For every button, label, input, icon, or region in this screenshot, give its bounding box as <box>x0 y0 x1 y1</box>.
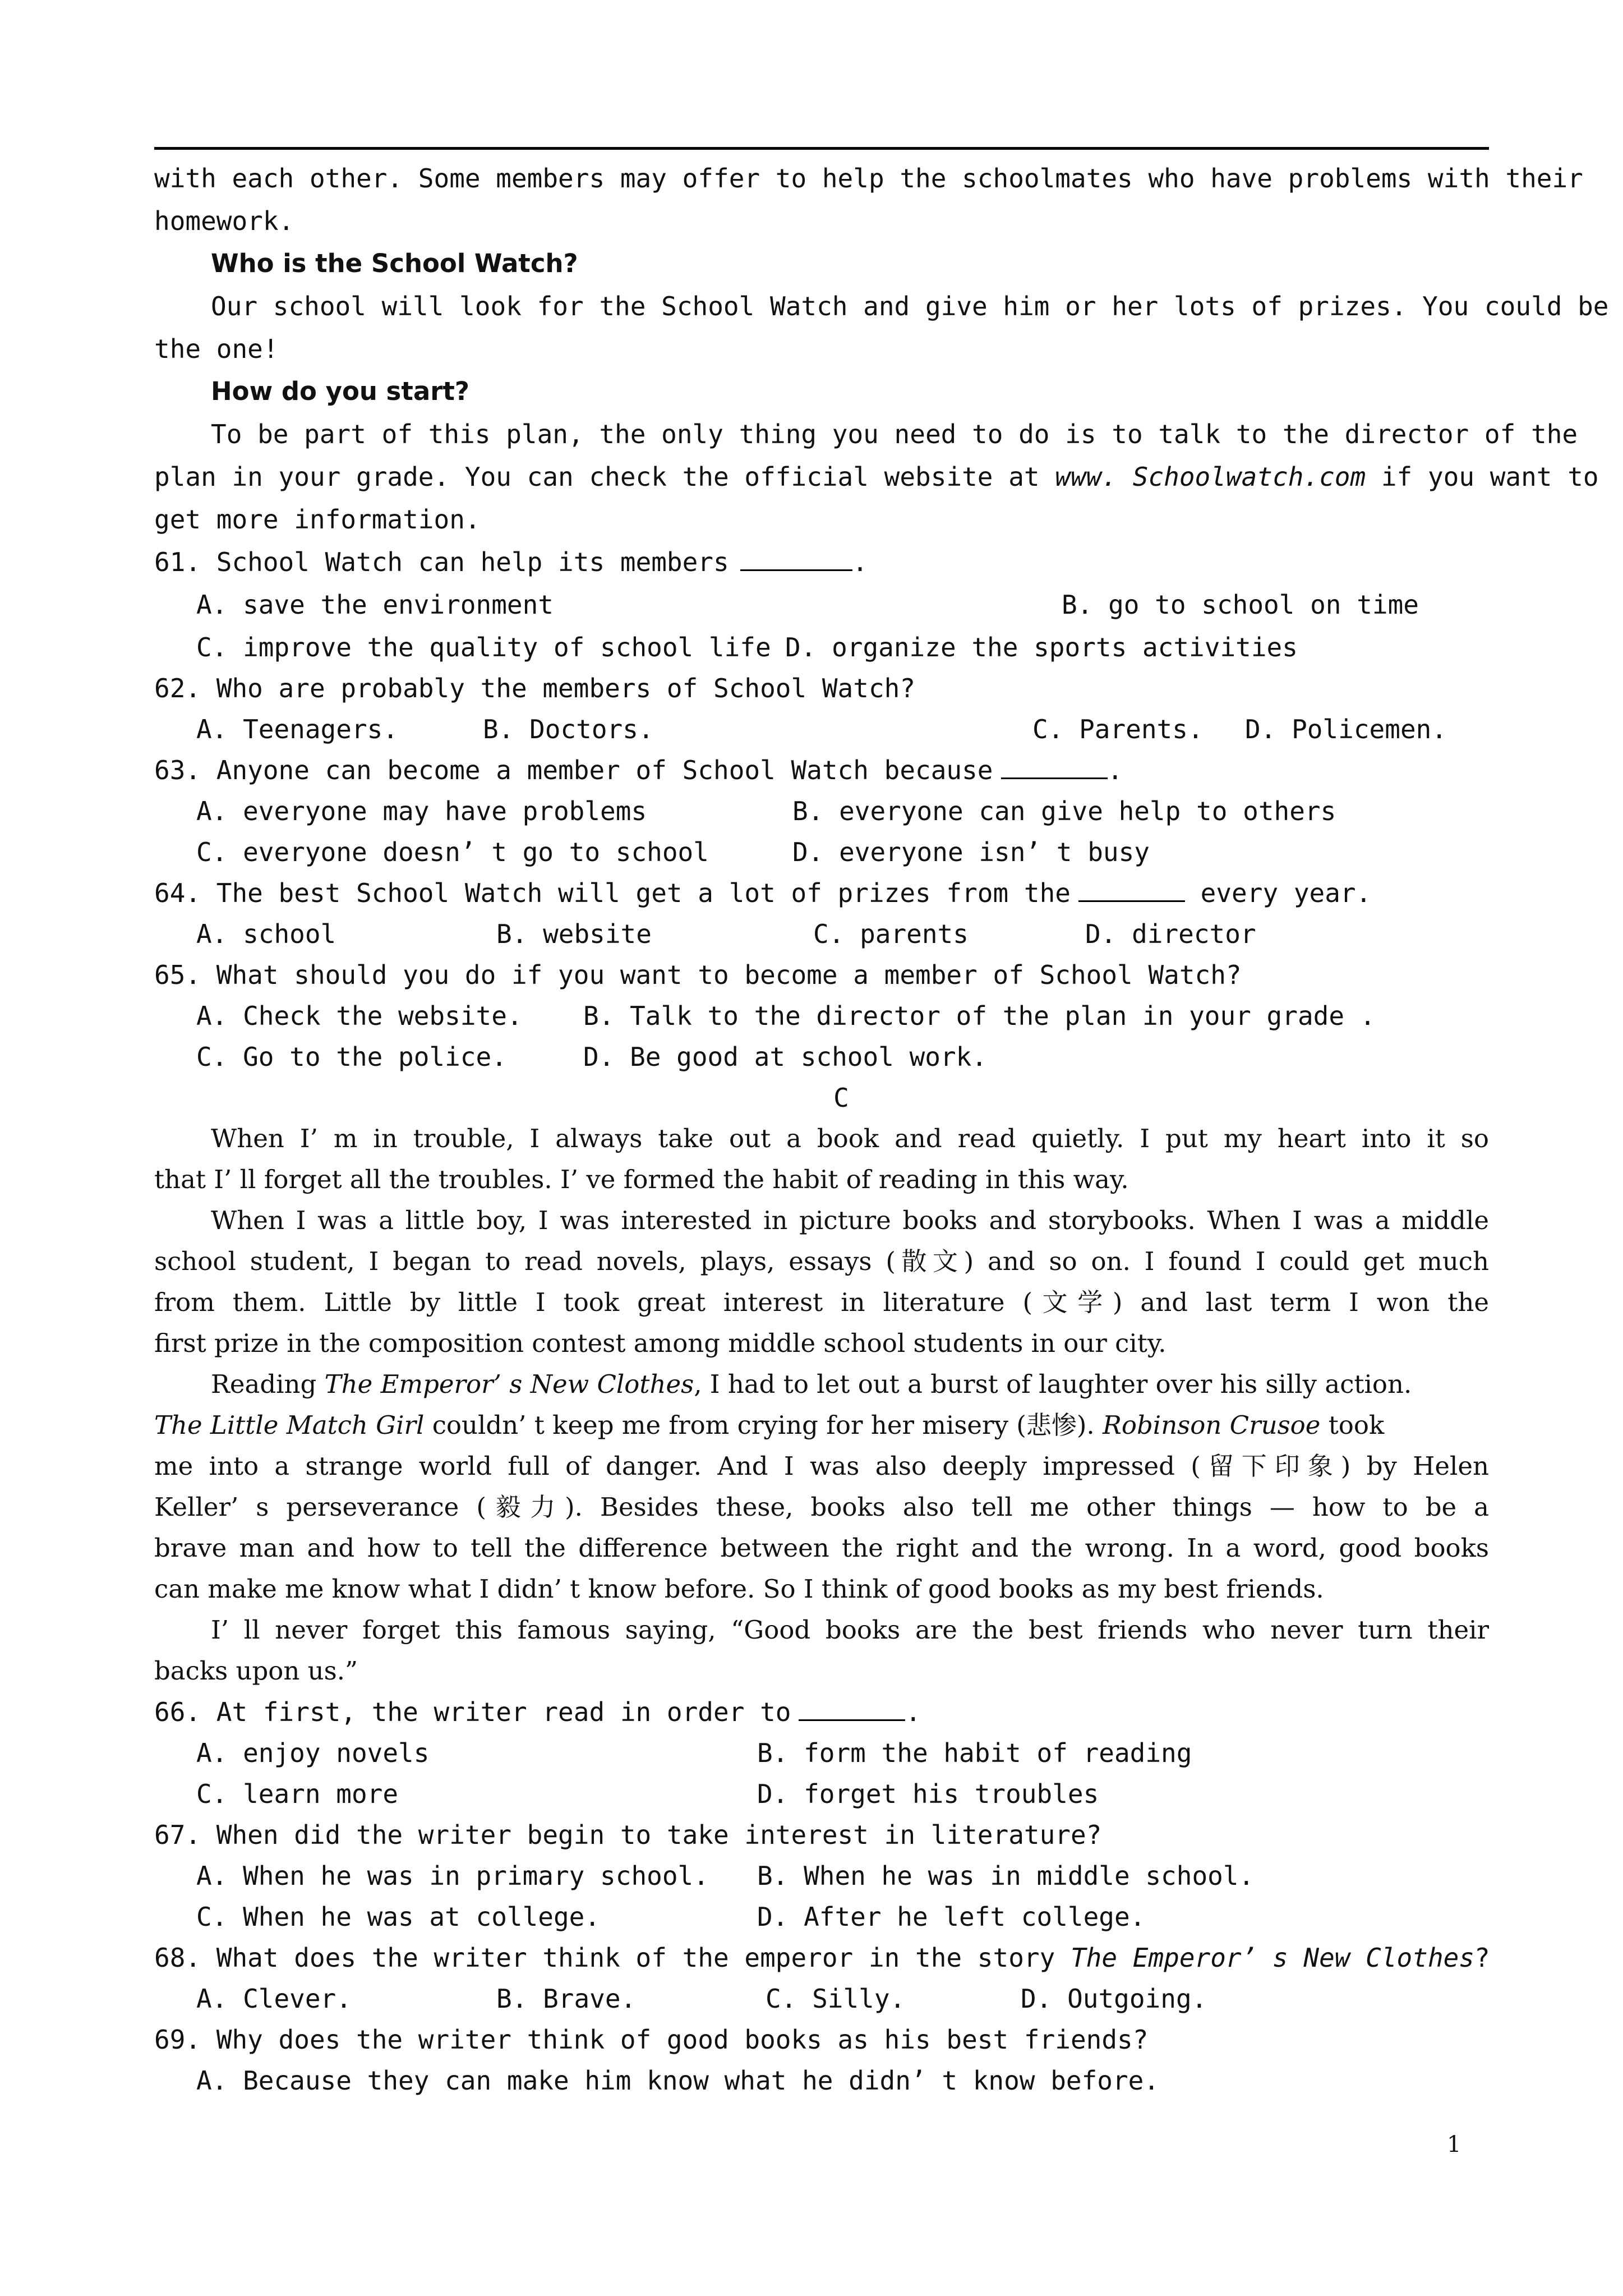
question-text: . <box>905 1697 921 1727</box>
option-d: D. Outgoing. <box>1021 1984 1207 2014</box>
answer-blank <box>1001 755 1108 779</box>
option-a: A. Check the website. <box>196 1001 523 1031</box>
passage-b-line <box>154 460 1599 494</box>
question-text: 66. At first, the writer read in order to <box>154 1697 791 1727</box>
option-d: D. organize the sports activities <box>785 632 1298 662</box>
passage-c-line: backs upon us.” <box>154 1656 358 1686</box>
option-c: C. Parents. <box>1032 714 1204 744</box>
passage-b-line: the one! <box>154 334 279 364</box>
passage-c-line: When I was a little boy, I was interested in picture books and storybooks. When I was a middle <box>211 1205 1489 1235</box>
question-text: . <box>852 547 868 577</box>
option-a: A. school <box>196 919 336 949</box>
passage-c-line: first prize in the composition contest among middle school students in our city. <box>154 1328 1166 1358</box>
book-title: The Little Match Girl <box>154 1410 425 1440</box>
question-stem <box>154 545 868 579</box>
passage-c-line <box>211 1368 1412 1401</box>
question-stem <box>154 1941 1490 1975</box>
passage-b-line: Our school will look for the School Watch and give him or her lots of prizes. You could be <box>211 291 1609 321</box>
question-stem: 67. When did the writer begin to take interest in literature? <box>154 1820 1102 1850</box>
question-stem: 65. What should you do if you want to become a member of School Watch? <box>154 960 1242 990</box>
book-title: The Emperor’ s New Clothes <box>1070 1943 1475 1973</box>
option-a: A. everyone may have problems <box>196 796 647 826</box>
book-title: Robinson Crusoe <box>1103 1410 1321 1440</box>
passage-b-line: To be part of this plan, the only thing you need to do is to talk to the director of the <box>211 419 1578 449</box>
text-span: if you want to <box>1366 462 1599 492</box>
question-text: every year. <box>1184 878 1372 908</box>
option-a: A. When he was in primary school. <box>196 1861 709 1891</box>
option-d: D. Be good at school work. <box>583 1042 988 1072</box>
question-text: 64. The best School Watch will get a lot of prizes from the <box>154 878 1071 908</box>
option-d: D. Policemen. <box>1245 714 1447 744</box>
page-number: 1 <box>1447 2132 1461 2157</box>
option-a: A. Teenagers. <box>196 714 399 744</box>
passage-c-line: school student, I began to read novels, plays, essays (散文) and so on. I found I could get much <box>154 1246 1489 1276</box>
section-heading: Who is the School Watch? <box>211 249 578 278</box>
question-text: 63. Anyone can become a member of School Watch because <box>154 755 993 785</box>
text-span: , I had to let out a burst of laughter over his silly action. <box>694 1369 1412 1399</box>
option-b: B. website <box>496 919 652 949</box>
text-span: took <box>1320 1410 1385 1440</box>
option-c: C. parents <box>813 919 969 949</box>
question-text: . <box>1107 755 1123 785</box>
option-a: A. Because they can make him know what he didn’ t know before. <box>196 2065 1160 2096</box>
option-d: D. After he left college. <box>757 1902 1146 1932</box>
section-label: C <box>833 1083 849 1113</box>
passage-c-line <box>154 1409 1384 1442</box>
passage-c-line: brave man and how to tell the difference between the right and the wrong. In a word, good books <box>154 1533 1489 1563</box>
option-d: D. forget his troubles <box>757 1779 1099 1809</box>
answer-blank <box>799 1697 905 1721</box>
passage-c-line: that I’ ll forget all the troubles. I’ ve formed the habit of reading in this way. <box>154 1165 1129 1194</box>
passage-b-line: with each other. Some members may offer to help the schoolmates who have problems with their <box>154 163 1583 194</box>
option-c: C. improve the quality of school life <box>196 632 771 662</box>
passage-b-line: homework. <box>154 206 294 236</box>
option-c: C. Go to the police. <box>196 1042 507 1072</box>
option-b: B. Brave. <box>496 1984 637 2014</box>
text-span: plan in your grade. You can check the official website at <box>154 462 1055 492</box>
option-b: B. everyone can give help to others <box>792 796 1336 826</box>
question-text: ? <box>1474 1943 1490 1973</box>
question-text: 68. What does the writer think of the emperor in the story <box>154 1943 1071 1973</box>
option-a: A. save the environment <box>196 590 554 620</box>
option-a: A. Clever. <box>196 1984 352 2014</box>
passage-c-line: from them. Little by little I took great interest in literature (文学) and last term I won the <box>154 1287 1489 1317</box>
question-stem: 62. Who are probably the members of School Watch? <box>154 673 916 703</box>
question-stem <box>154 1695 921 1729</box>
option-b: B. form the habit of reading <box>757 1738 1192 1768</box>
option-b: B. When he was in middle school. <box>757 1861 1255 1891</box>
section-heading: How do you start? <box>211 376 470 406</box>
option-c: C. When he was at college. <box>196 1902 601 1932</box>
option-b: B. go to school on time <box>1062 590 1419 620</box>
passage-c-line: me into a strange world full of danger. And I was also deeply impressed (留下印象) by Helen <box>154 1451 1489 1481</box>
option-c: C. learn more <box>196 1779 399 1809</box>
option-b: B. Doctors. <box>483 714 654 744</box>
answer-blank <box>1078 878 1185 902</box>
question-stem: 69. Why does the writer think of good books as his best friends? <box>154 2024 1149 2055</box>
passage-c-line: can make me know what I didn’ t know before. So I think of good books as my best friends. <box>154 1574 1324 1604</box>
header-rule <box>154 147 1489 150</box>
question-stem <box>154 876 1371 910</box>
answer-blank <box>740 547 852 571</box>
passage-b-line: get more information. <box>154 504 481 535</box>
option-c: C. Silly. <box>766 1984 906 2014</box>
question-stem <box>154 753 1123 787</box>
passage-c-line: Keller’ s perseverance (毅力). Besides these, books also tell me other things — how to be a <box>154 1492 1489 1522</box>
option-d: D. everyone isn’ t busy <box>792 837 1150 867</box>
question-text: 61. School Watch can help its members <box>154 547 729 577</box>
option-a: A. enjoy novels <box>196 1738 430 1768</box>
option-b: B. Talk to the director of the plan in your grade . <box>583 1001 1376 1031</box>
option-c: C. everyone doesn’ t go to school <box>196 837 709 867</box>
passage-c-line: I’ ll never forget this famous saying, “Good books are the best friends who never turn their <box>211 1615 1489 1645</box>
passage-c-line: When I’ m in trouble, I always take out a book and read quietly. I put my heart into it so <box>211 1124 1489 1153</box>
option-d: D. director <box>1085 919 1256 949</box>
text-span: Reading <box>211 1369 325 1399</box>
website-url: www. Schoolwatch.com <box>1055 462 1366 492</box>
book-title: The Emperor’ s New Clothes <box>324 1369 694 1399</box>
text-span: couldn’ t keep me from crying for her misery (悲惨). <box>424 1410 1103 1440</box>
